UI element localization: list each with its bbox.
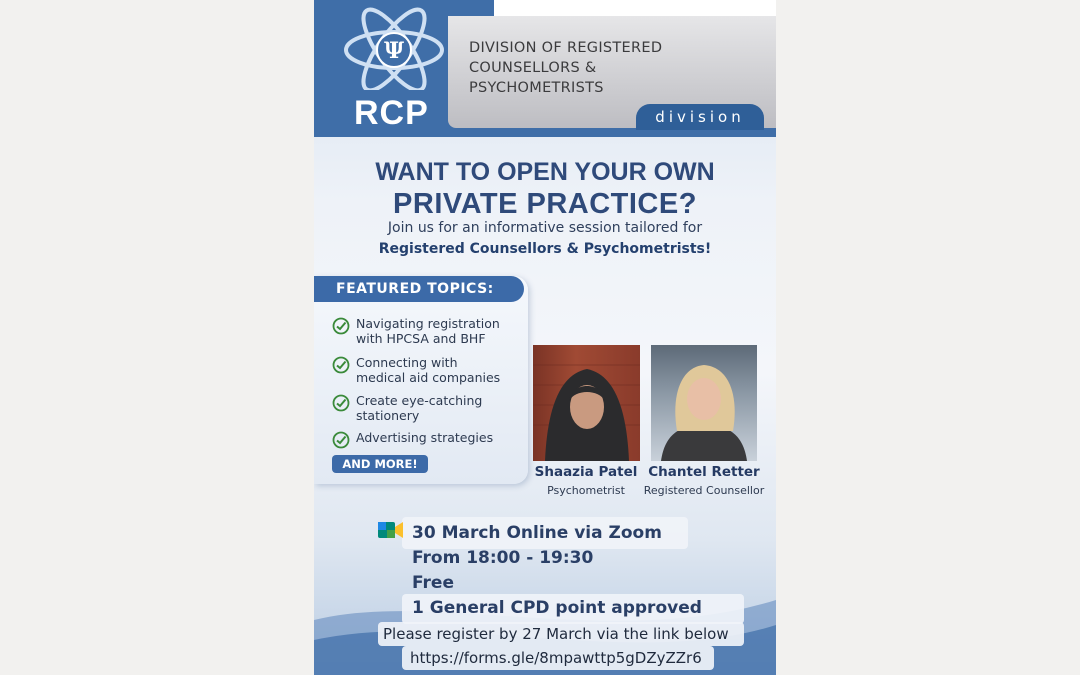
topic-item	[332, 316, 522, 346]
svg-text:Ψ: Ψ	[383, 38, 405, 64]
subheadline-1: Join us for an informative session tailored for	[387, 220, 703, 236]
check-circle-icon	[332, 394, 350, 412]
speaker-role: Psychometrist	[547, 484, 625, 497]
topic-text: Navigating registration with HPCSA and BHF	[356, 316, 500, 346]
speaker-photo	[651, 345, 757, 461]
speaker-portrait-1	[533, 345, 640, 461]
topic-item	[332, 355, 522, 385]
check-circle-icon	[332, 317, 350, 335]
division-tab: division	[636, 104, 764, 130]
headline-line-2: PRIVATE PRACTICE?	[393, 188, 697, 220]
google-meet-icon	[378, 520, 404, 540]
topic-item	[332, 430, 522, 445]
headline	[314, 157, 776, 221]
event-date: 30 March Online via Zoom	[412, 523, 662, 543]
topic-text: Create eye-catching stationery	[356, 393, 483, 423]
check-circle-icon	[332, 431, 350, 449]
register-note: Please register by 27 March via the link below	[383, 625, 729, 643]
event-cpd: 1 General CPD point approved	[412, 598, 702, 618]
rcp-logo-text: RCP	[354, 94, 429, 132]
topic-text: Connecting with medical aid companies	[356, 355, 501, 385]
and-more-badge: AND MORE!	[332, 455, 428, 473]
event-poster	[314, 0, 776, 675]
topics-header: FEATURED TOPICS:	[314, 276, 524, 302]
topic-item	[332, 393, 522, 423]
speaker-name: Chantel Retter	[648, 464, 760, 480]
speaker-portrait-2	[651, 345, 757, 461]
division-title: DIVISION OF REGISTERED COUNSELLORS & PSYCHOMETRISTS	[469, 40, 663, 96]
event-price: Free	[412, 573, 454, 593]
register-link[interactable]: https://forms.gle/8mpawttp5gDZyZZr6	[410, 649, 702, 667]
topic-text: Advertising strategies	[356, 430, 494, 445]
event-time: From 18:00 - 19:30	[412, 548, 594, 568]
speaker-photo	[533, 345, 640, 461]
check-circle-icon	[332, 356, 350, 374]
subheadline-2: Registered Counsellors & Psychometrists!	[378, 241, 712, 257]
speaker-role: Registered Counsellor	[643, 484, 765, 497]
speaker-name: Shaazia Patel	[534, 464, 638, 480]
headline-line-1: WANT TO OPEN YOUR OWN	[375, 158, 715, 186]
psi-atom-logo-icon	[342, 6, 446, 90]
